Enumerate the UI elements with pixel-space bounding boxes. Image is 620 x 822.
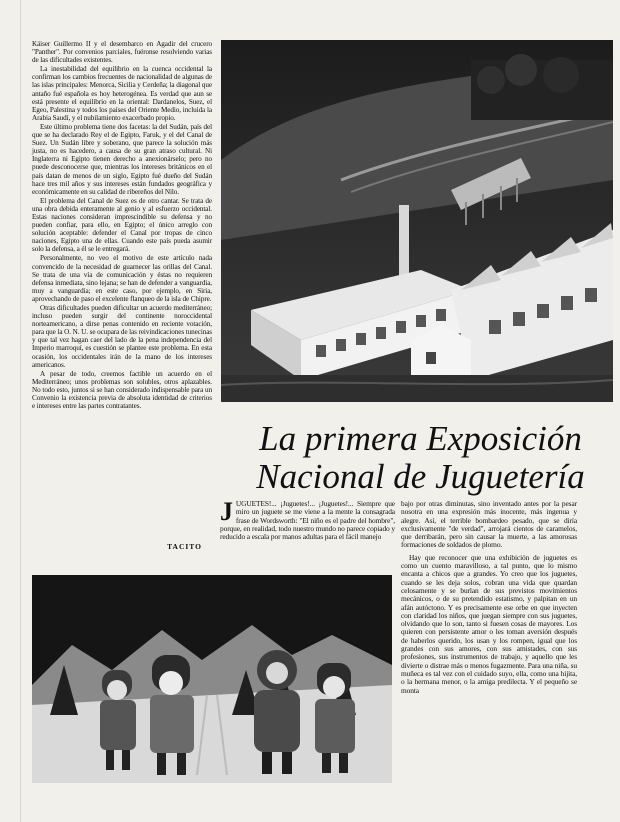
article-column-2 (401, 500, 577, 695)
left-paragraph: La inestabilidad del equilibrio en la cuenca occidental la confirman los cambios frecuentes de nacionalidad de algunas de las islas principales: Menorca, Sicilia y Cerdeña; la diagonal que antaño fué española es hoy heterogénea. Es verdad que aun se está presente el equilibrio en la oriental: Dardanelos, Suez, el Egeo, Palestina y todos los países del Oriente Medio, incluida la Arabia Saudí, y el nubilamiento exacerbado propio. (32, 65, 212, 122)
dolls-scene-illustration (32, 575, 392, 783)
article-paragraph: UGUETES!... ¡Juguetes!... ¡Juguetes!... Siempre que miro un juguete se me viene a la mente la consagrada frase de Wordsworth: "El niño es el padre del hombre", porque, en realidad, todo nuestro mundo no parece copiado y reducido a escala por manos adultas para el fácil manejo (220, 499, 395, 542)
author-signature: TACITO (167, 542, 202, 551)
factory-model-illustration (221, 40, 613, 402)
headline-line-2: Nacional de Juguetería (256, 457, 585, 496)
left-paragraph: Personalmente, no veo el motivo de este artículo nada convencido de la necesidad de guarnecer las orillas del Canal. Se trata de una vía de comunicación y éstas no requieren defensa inmediata, sino lejana; se han de defender a vanguardia, muy a vanguardia; en este caso, por ejemplo, en Siria, aprovechando de paso el excelente flanqueo de la isla de Chipre. (32, 254, 212, 303)
left-paragraph: Káiser Guillermo II y el desembarco en Agadir del crucero "Panther". Por convenios parciales, fuéronse resolviendo varias de las dificultades existentes. (32, 40, 212, 65)
left-paragraph: Otras dificultades pueden dificultar un acuerdo mediterráneo; incluso pueden surgir del continente noroccidental norteamericano, a dirse penas contenido en reciente votación, para que la O. N. U. se ocupara de las reivindicaciones tunecinas y que tal vez hagan caer del lado de la pena independencia del Imperio marroquí, es cuestión se plantee este problema. En esta ocasión, los occidentales irán de la mano de los intereses americanos. (32, 304, 212, 369)
page-edge (20, 0, 21, 822)
drop-cap: J (220, 497, 233, 526)
left-paragraph: El problema del Canal de Suez es de otro cantar. Se trata de una obra debida enteramente al genio y al esfuerzo occidental. Estas naciones consideran imprescindible su defensa y no pueden confiar, para ello, en Egipto; el único arreglo con solución aceptable: defender el Canal por tropas de cinco naciones, Egipto una de ellas. Cuando este país pueda asumir solo la defensa, a él se le entregará. (32, 196, 212, 254)
article-paragraph: bajo por otras diminutas, sino inventado antes por la pesar nosotra en una expresión más inocente, más ingenua y alegre. Así, el terrible bombardeo pesado, que se diría exclusivamente "de verdad", arrojará cientos de caramelos, que derribarán, pero sin causar la muerte, a las amorosas formaciones de soldados de plomo. (401, 499, 577, 550)
photo-toy-factory-model (221, 40, 613, 402)
left-paragraph: A pesar de todo, creemos factible un acuerdo en el Mediterráneo; unos problemas son solubles, otros aplazables. No todo esto, juntos si se han considerado indispensable para un Convenio la existencia previa de absoluta identidad de criterios e intereses entre las partes contratantes. (32, 369, 212, 411)
photo-dolls-snow-scene (32, 575, 392, 783)
article-paragraph: Hay que reconocer que una exhibición de juguetes es como un cuento maravilloso, a tal punto, que lo mismo encanta a chicos que a grandes. Yo creo que los juguetes, cuando se les deja solos, cobran una vida que quardan celosamente y se burlan de sus previstos movimientos mecánicos, o de su pretendido estatismo, y palpitan en un afán autóctono. Y es precisamente ese orbe en que inyecten con claridad los niños, que juegan siempre con sus juguetes, olvidando que lo son, tanto si fuesen cosas de mayores. Los quieren con persistente amor o les toman aversión después de haberlos querido, los usan y los rompen, igual que los grandes con sus amores, con sus amistades, con sus profesiones, sus instrumentos de trabajo, y aquello que les divierte o distrae más o menos fugazmente. Para una niña, su muñeca es tal vez con el cuidado suyo, ella, como una hijita, o la hermana menor, o la amiga predilecta. Y el pequeño se monta (401, 552, 577, 695)
article-headline (228, 420, 613, 496)
left-column-article (32, 40, 212, 411)
article-column-1 (220, 497, 395, 542)
headline-line-1: La primera Exposición (259, 419, 582, 458)
left-paragraph: Este último problema tiene dos facetas: la del Sudán, país del que se ha declarado Rey el de Egipto, Faruk, y el del Canal de Suez. Un Sudán libre y soberano, que parece la solución más justa, no es hacedero, a causa de su gran atraso cultural. Ni Inglaterra ni Egipto tienen derecho a anexionárselo; pero no puede desconocerse que, mientras los intereses británicos en el país datan de menos de un siglo, Egipto fué dueño del Sudán hace tres mil años y sus intereses están fundados geográfica y económicamente en su calidad de ribereños del Nilo. (32, 122, 212, 196)
